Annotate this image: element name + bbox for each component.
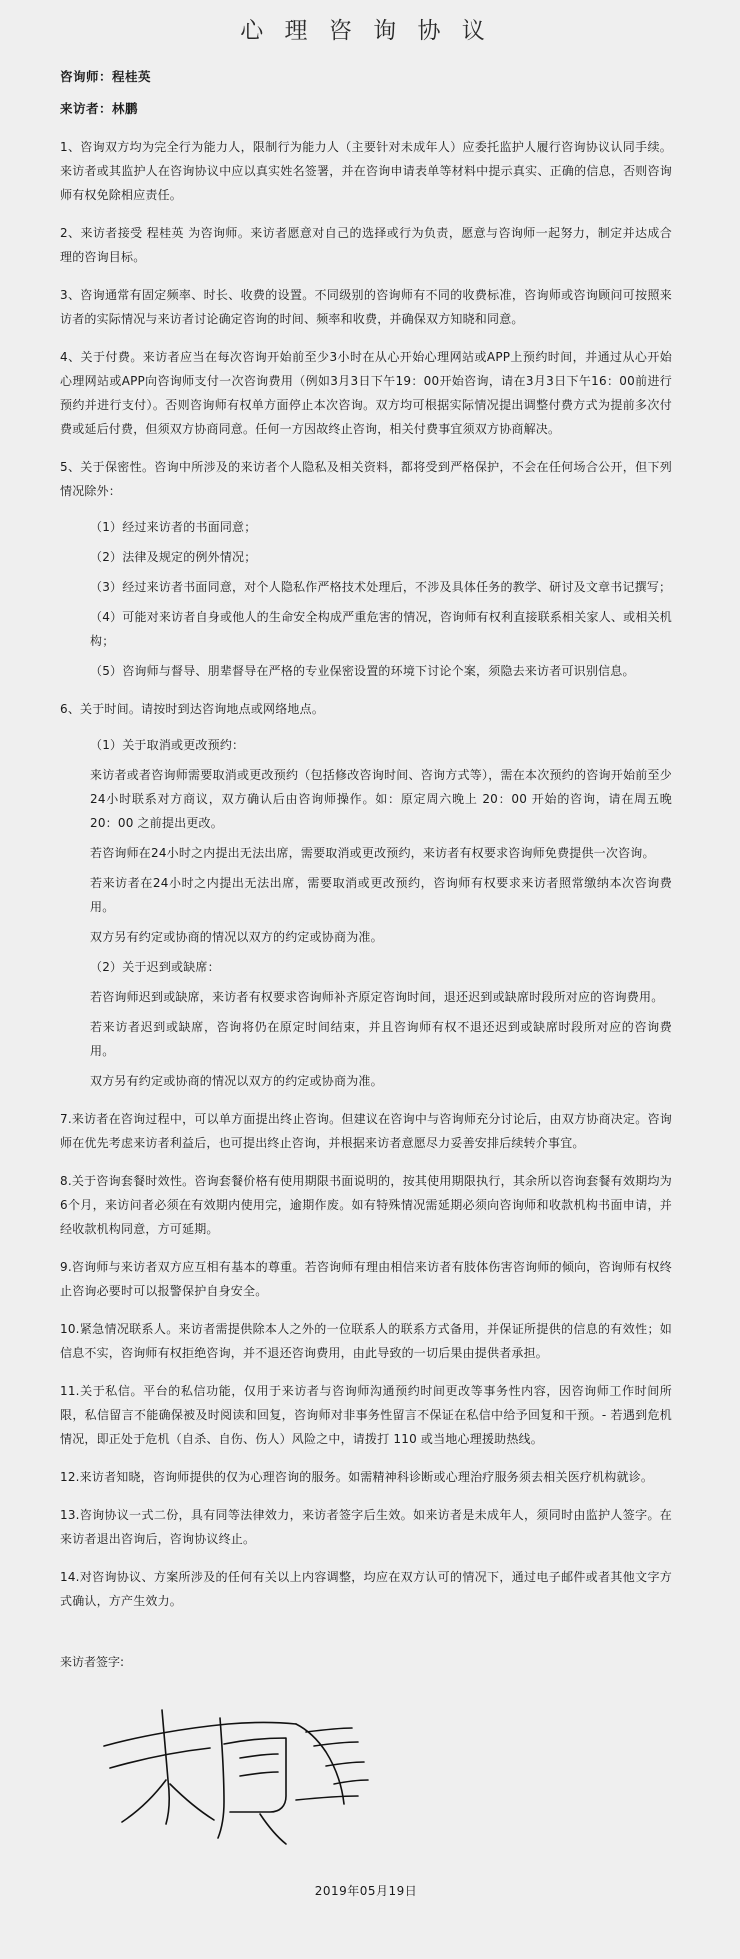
- clause-6-sub2-item: 若来访者迟到或缺席，咨询将仍在原定时间结束，并且咨询师有权不退还迟到或缺席时段所对应的咨询费用。: [90, 1020, 672, 1058]
- client-name: 来访者：林鹏: [60, 101, 139, 116]
- page-title: 心 理 咨 询 协 议: [240, 18, 492, 44]
- clause-6-sub1-item: 来访者或者咨询师需要取消或更改预约（包括修改咨询时间、咨询方式等），需在本次预约的咨询开始前至少24小时联系对方商议，双方确认后由咨询师操作。如：原定周六晚上 20：00 开始的咨询，请在周五晚 20：00 之前提出更改。: [90, 768, 672, 830]
- confidentiality-item: （4）可能对来访者自身或他人的生命安全构成严重危害的情况，咨询师有权利直接联系相关家人、或相关机构；: [90, 610, 672, 648]
- clause-14: 14.对咨询协议、方案所涉及的任何有关以上内容调整，均应在双方认可的情况下，通过电子邮件或者其他文字方式确认，方产生效力。: [60, 1570, 672, 1608]
- clause-6-sub2-item: 双方另有约定或协商的情况以双方的约定或协商为准。: [90, 1074, 383, 1088]
- clause-1: 1、咨询双方均为完全行为能力人，限制行为能力人（主要针对未成年人）应委托监护人履行咨询协议认同手续。来访者或其监护人在咨询协议中应以真实姓名签署，并在咨询申请表单等材料中提示真实、正确的信息，否则咨询师有权免除相应责任。: [60, 140, 672, 202]
- clause-4: 4、关于付费。来访者应当在每次咨询开始前至少3小时在从心开始心理网站或APP上预约时间，并通过从心开始心理网站或APP向咨询师支付一次咨询费用（例如3月3日下午19：00开始咨询，请在3月3日下午16：00前进行预约并进行支付）。否则咨询师有权单方面停止本次咨询。双方均可根据实际情况提出调整付费方式为提前多次付费或延后付费，但须双方协商同意。任何一方因故终止咨询，相关付费事宜须双方协商解决。: [60, 350, 672, 436]
- document-date: 2019年05月19日: [314, 1884, 418, 1898]
- signature-label: 来访者签字:: [60, 1655, 125, 1669]
- clause-6-subsection-2: [90, 955, 672, 1093]
- bottom-spacer: [60, 1899, 672, 1929]
- clause-6-heading: 6、关于时间。请按时到达咨询地点或网络地点。: [60, 702, 325, 716]
- clause-6-sub1-item: 若来访者在24小时之内提出无法出席，需要取消或更改预约，咨询师有权要求来访者照常缴纳本次咨询费用。: [90, 876, 672, 914]
- confidentiality-exceptions: [90, 515, 672, 683]
- clause-13: 13.咨询协议一式二份，具有同等法律效力，来访者签字后生效。如来访者是未成年人，须同时由监护人签字。在来访者退出咨询后，咨询协议终止。: [60, 1508, 672, 1546]
- clause-5: 5、关于保密性。咨询中所涉及的来访者个人隐私及相关资料，都将受到严格保护，不会在任何场合公开，但下列情况除外：: [60, 460, 672, 498]
- confidentiality-item: （2）法律及规定的例外情况；: [90, 550, 257, 564]
- confidentiality-item: （1）经过来访者的书面同意；: [90, 520, 257, 534]
- clause-6-sub2-item: 若咨询师迟到或缺席，来访者有权要求咨询师补齐原定咨询时间，退还迟到或缺席时段所对应的咨询费用。: [90, 990, 664, 1004]
- clause-11: 11.关于私信。平台的私信功能，仅用于来访者与咨询师沟通预约时间更改等事务性内容，因咨询师工作时间所限，私信留言不能确保被及时阅读和回复，咨询师对非事务性留言不保证在私信中给予回复和干预。- 若遇到危机情况，即正处于危机（自杀、自伤、伤人）风险之中，请拨打 110 或当地心理援助热线。: [60, 1384, 672, 1446]
- clause-10: 10.紧急情况联系人。来访者需提供除本人之外的一位联系人的联系方式备用，并保证所提供的信息的有效性；如信息不实，咨询师有权拒绝咨询，并不退还咨询费用，由此导致的一切后果由提供者承担。: [60, 1322, 672, 1360]
- confidentiality-item: （5）咨询师与督导、朋辈督导在严格的专业保密设置的环境下讨论个案，须隐去来访者可识别信息。: [90, 664, 635, 678]
- clause-3: 3、咨询通常有固定频率、时长、收费的设置。不同级别的咨询师有不同的收费标准，咨询师或咨询顾问可按照来访者的实际情况与来访者讨论确定咨询的时间、频率和收费，并确保双方知晓和同意。: [60, 288, 672, 326]
- handwritten-signature: [100, 1684, 380, 1854]
- clause-6-sub1-title: （1）关于取消或更改预约：: [90, 738, 245, 752]
- clause-7: 7.来访者在咨询过程中，可以单方面提出终止咨询。但建议在咨询中与咨询师充分讨论后，由双方协商决定。咨询师在优先考虑来访者利益后，也可提出终止咨询，并根据来访者意愿尽力妥善安排后续转介事宜。: [60, 1112, 672, 1150]
- counselor-name: 咨询师：程桂英: [60, 69, 152, 84]
- clause-9: 9.咨询师与来访者双方应互相有基本的尊重。若咨询师有理由相信来访者有肢体伤害咨询师的倾向，咨询师有权终止咨询必要时可以报警保护自身安全。: [60, 1260, 672, 1298]
- clause-8: 8.关于咨询套餐时效性。咨询套餐价格有使用期限书面说明的，按其使用期限执行，其余所以咨询套餐有效期均为6个月，来访问者必须在有效期内使用完，逾期作废。如有特殊情况需延期必须向咨询师和收款机构书面申请，并经收款机构同意，方可延期。: [60, 1174, 672, 1236]
- clause-6-sub1-item: 双方另有约定或协商的情况以双方的约定或协商为准。: [90, 930, 383, 944]
- signature-area: [60, 1674, 672, 1864]
- clause-6-sub1-item: 若咨询师在24小时之内提出无法出席，需要取消或更改预约，来访者有权要求咨询师免费提供一次咨询。: [90, 846, 655, 860]
- clause-6-sub2-title: （2）关于迟到或缺席：: [90, 960, 220, 974]
- clause-6-subsection-1: [90, 733, 672, 949]
- clause-2: 2、来访者接受 程桂英 为咨询师。来访者愿意对自己的选择或行为负责，愿意与咨询师一起努力，制定并达成合理的咨询目标。: [60, 226, 672, 264]
- clause-12: 12.来访者知晓，咨询师提供的仅为心理咨询的服务。如需精神科诊断或心理治疗服务须去相关医疗机构就诊。: [60, 1470, 654, 1484]
- confidentiality-item: （3）经过来访者书面同意，对个人隐私作严格技术处理后，不涉及具体任务的教学、研讨及文章书记撰写；: [90, 580, 672, 594]
